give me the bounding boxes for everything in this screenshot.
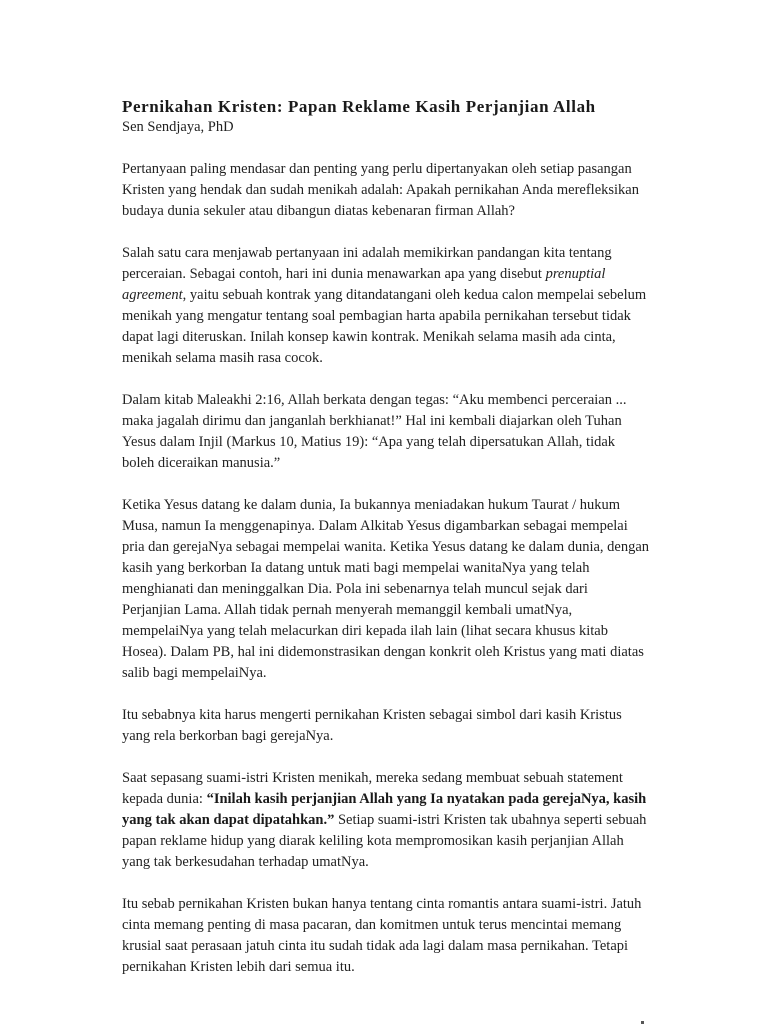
paragraph-2 — [122, 243, 650, 369]
paragraph-4: Ketika Yesus datang ke dalam dunia, Ia bukannya meniadakan hukum Taurat / hukum Musa, namun Ia menggenapinya. Dalam Alkitab Yesus digambarkan sebagai mempelai pria dan gerejaNya sebagai mempelai wanita. Ketika Yesus datang ke dalam dunia, dengan kasih yang berkorban Ia datang untuk mati bagi mempelai wanitaNya yang telah menghianati dan meninggalkan Dia. Pola ini sebenarnya telah muncul sejak dari Perjanjian Lama. Allah tidak pernah menyerah memanggil kembali umatNya, mempelaiNya yang telah melacurkan diri kepada ilah lain (lihat secara khusus kitab Hosea). Dalam PB, hal ini didemonstrasikan dengan konkrit oleh Kristus yang mati diatas salib bagi mempelaiNya. — [122, 497, 650, 681]
document-title: Pernikahan Kristen: Papan Reklame Kasih Perjanjian Allah — [122, 97, 596, 116]
paragraph-5: Itu sebabnya kita harus mengerti pernikahan Kristen sebagai simbol dari kasih Kristus yang rela berkorban bagi gerejaNya. — [122, 707, 622, 744]
paragraph-1: Pertanyaan paling mendasar dan penting yang perlu dipertanyakan oleh setiap pasangan Kristen yang hendak dan sudah menikah adalah: Apakah pernikahan Anda merefleksikan budaya dunia sekuler atau dibangun diatas kebenaran firman Allah? — [122, 161, 639, 219]
paragraph-6 — [122, 768, 650, 873]
paragraph-7: Itu sebab pernikahan Kristen bukan hanya tentang cinta romantis antara suami-istri. Jatuh cinta memang penting di masa pacaran, dan komitmen untuk terus mencintai memang krusial saat perasaan jatuh cinta itu sudah tidak ada lagi dalam masa pernikahan. Tetapi pernikahan Kristen lebih dari semua itu. — [122, 896, 642, 975]
paragraph-2-text-start: Salah satu cara menjawab pertanyaan ini adalah memikirkan pandangan kita tentang perceraian. Sebagai contoh, hari ini dunia menawarkan apa yang disebut — [122, 245, 612, 282]
paragraph-2-text-end: , yaitu sebuah kontrak yang ditandatangani oleh kedua calon mempelai sebelum menikah yang mengatur tentang soal pembagian harta apabila pernikahan tersebut tidak dapat lagi diteruskan. Inilah konsep kawin kontrak. Menikah selama masih ada cinta, menikah selama masih rasa cocok. — [122, 287, 647, 366]
document-page — [122, 96, 650, 999]
paragraph-6-text-end: Setiap suami-istri Kristen tak ubahnya seperti sebuah papan reklame hidup yang diarak keliling kota mempromosikan kasih perjanjian Allah yang tak berkesudahan terhadap umatNya. — [122, 812, 647, 870]
paragraph-3: Dalam kitab Maleakhi 2:16, Allah berkata dengan tegas: “Aku membenci perceraian ... maka jagalah dirimu dan janganlah berkhianat!” Hal ini kembali diajarkan oleh Tuhan Yesus dalam Injil (Markus 10, Matius 19): “Apa yang telah dipersatukan Allah, tidak boleh diceraikan manusia.” — [122, 392, 627, 471]
paragraph-2-italic-term: prenuptial agreement — [122, 266, 606, 303]
document-author: Sen Sendjaya, PhD — [122, 119, 234, 135]
paragraph-6-text-start: Saat sepasang suami-istri Kristen menikah, mereka sedang membuat sebuah statement kepada dunia: — [122, 770, 623, 807]
paragraph-6-bold-quote: “Inilah kasih perjanjian Allah yang Ia nyatakan pada gerejaNya, kasih yang tak akan dapat dipatahkan.” — [122, 791, 647, 828]
